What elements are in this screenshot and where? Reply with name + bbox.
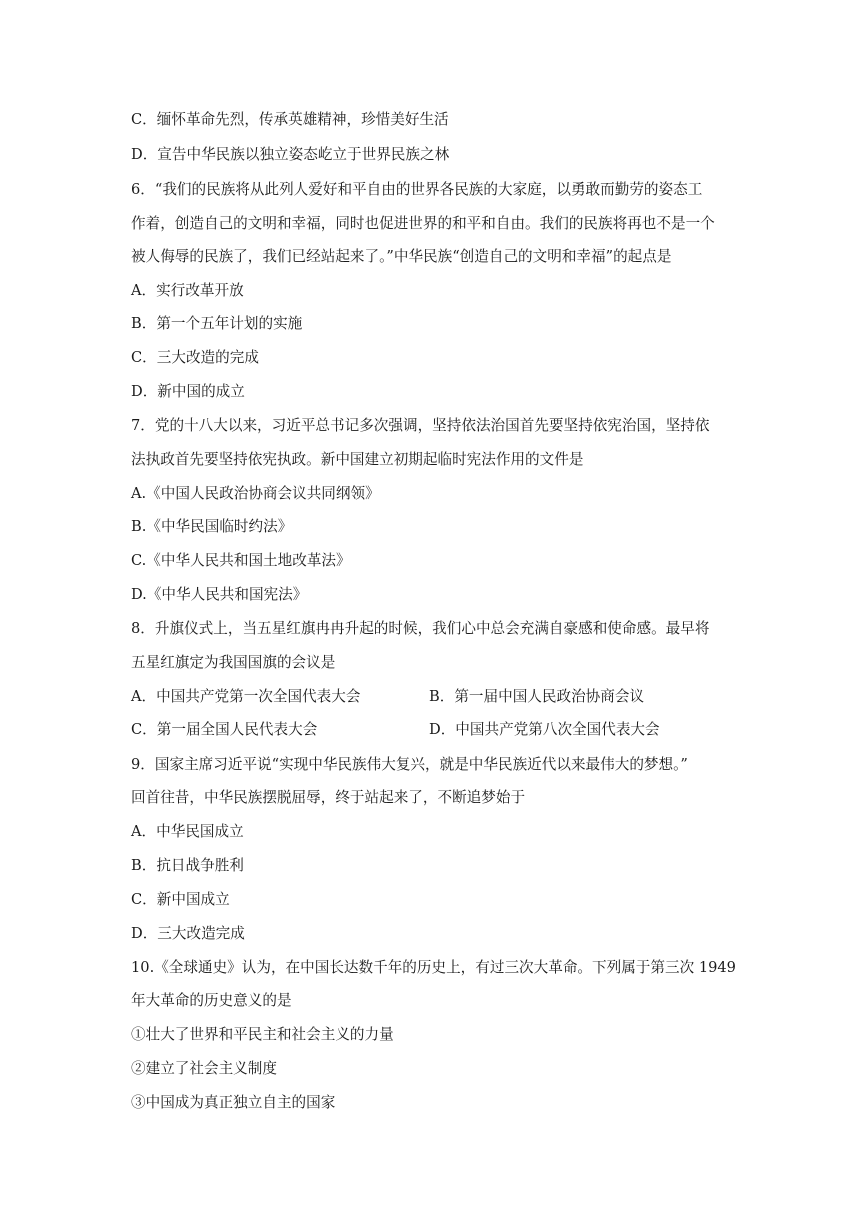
q7-option-a: A.《中国人民政治协商会议共同纲领》: [131, 485, 380, 502]
q6-stem-line-1: 6．“我们的民族将从此列人爱好和平自由的世界各民族的大家庭，以勇敢而勤劳的姿态工: [131, 181, 703, 198]
q6-stem-line-2: 作着，创造自己的文明和幸福，同时也促进世界的和平和自由。我们的民族将再也不是一个: [131, 215, 715, 232]
q7-option-d: D.《中华人民共和国宪法》: [131, 586, 308, 603]
q7-option-b: B.《中华民国临时约法》: [131, 518, 293, 535]
q6-stem-line-3: 被人侮辱的民族了，我们已经站起来了。”中华民族“创造自己的文明和幸福”的起点是: [131, 248, 672, 265]
q9-option-d: D．三大改造完成: [131, 925, 245, 942]
q10-stem-line-2: 年大革命的历史意义的是: [131, 992, 292, 1009]
q6-option-b: B．第一个五年计划的实施: [131, 315, 303, 332]
q8-option-b: B．第一届中国人民政治协商会议: [429, 688, 645, 705]
q8-stem-line-1: 8．升旗仪式上，当五星红旗冉冉升起的时候，我们心中总会充满自豪感和使命感。最早将: [131, 620, 710, 637]
q6-option-c: C．三大改造的完成: [131, 349, 259, 366]
q5-option-c: C．缅怀革命先烈，传承英雄精神，珍惜美好生活: [131, 111, 449, 128]
q9-option-a: A．中华民国成立: [131, 823, 244, 840]
q7-option-c: C.《中华人民共和国土地改革法》: [131, 552, 351, 569]
q7-stem-line-2: 法执政首先要坚持依宪执政。新中国建立初期起临时宪法作用的文件是: [131, 451, 584, 468]
q6-option-a: A．实行改革开放: [131, 282, 244, 299]
q9-stem-line-1: 9．国家主席习近平说“实现中华民族伟大复兴，就是中华民族近代以来最伟大的梦想。”: [131, 756, 688, 773]
q9-stem-line-2: 回首往昔，中华民族摆脱屈辱，终于站起来了，不断追梦始于: [131, 789, 526, 806]
q7-stem-line-1: 7．党的十八大以来，习近平总书记多次强调，坚持依法治国首先要坚持依宪治国，坚持依: [131, 417, 710, 434]
q6-option-d: D．新中国的成立: [131, 383, 245, 400]
q8-option-d: D．中国共产党第八次全国代表大会: [429, 721, 660, 738]
q9-option-b: B．抗日战争胜利: [131, 857, 244, 874]
q10-stem-line-1: 10.《全球通史》认为，在中国长达数千年的历史上，有过三次大革命。下列属于第三次 1949: [131, 959, 736, 976]
q8-option-c: C．第一届全国人民代表大会: [131, 721, 318, 738]
q8-stem-line-2: 五星红旗定为我国国旗的会议是: [131, 654, 336, 671]
q9-option-c: C．新中国成立: [131, 891, 230, 908]
q8-option-a: A．中国共产党第一次全国代表大会: [131, 688, 361, 705]
q10-item-2: ②建立了社会主义制度: [131, 1060, 277, 1077]
q10-item-3: ③中国成为真正独立自主的国家: [131, 1094, 336, 1111]
q10-item-1: ①壮大了世界和平民主和社会主义的力量: [131, 1026, 394, 1043]
q5-option-d: D．宣告中华民族以独立姿态屹立于世界民族之林: [131, 146, 450, 163]
